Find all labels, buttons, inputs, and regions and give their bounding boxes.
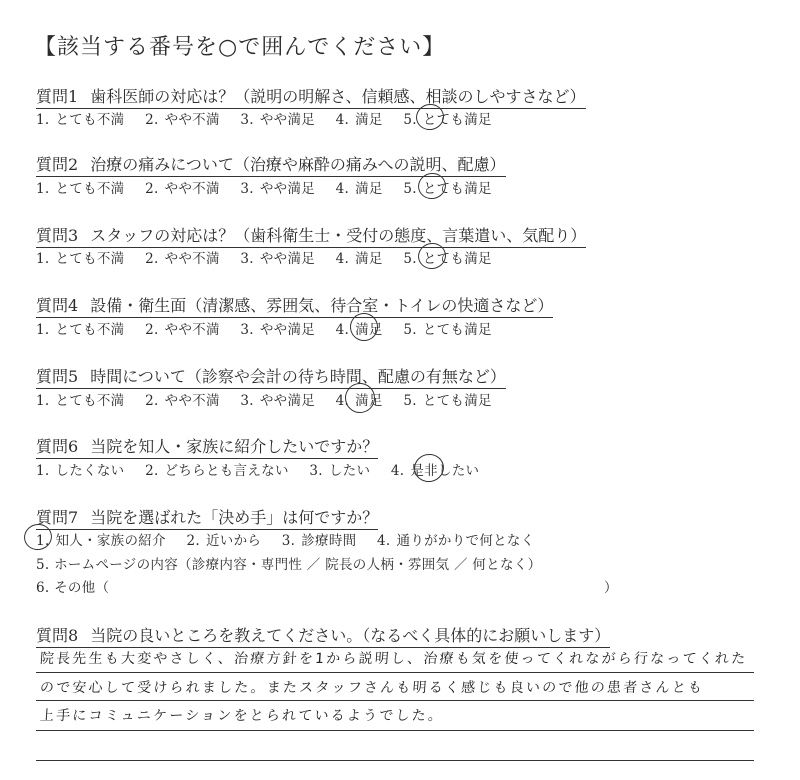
q8-answer-line-2: ので安心して受けられました。またスタッフさんも明るく感じも良いので他の患者さんとも: [39, 680, 705, 696]
question-3: 質問3 スタッフの対応は？（歯科衛生士・受付の態度、言葉遣い、気配り）: [36, 223, 586, 248]
q5-option-5[interactable]: 5. とても満足: [403, 393, 492, 409]
q7-option-1[interactable]: 1. 知人・家族の紹介: [36, 533, 166, 549]
q3-option-4[interactable]: 4. 満足: [335, 251, 383, 267]
q4-option-1[interactable]: 1. とても不満: [36, 322, 125, 338]
q5-option-4[interactable]: 4. 満足: [335, 393, 383, 409]
question-8: 質問8 当院の良いところを教えてください。（なるべく具体的にお願いします）: [36, 623, 610, 648]
q6-option-4[interactable]: 4. 是非したい: [390, 463, 480, 479]
q7-option-6-close-paren: ）: [604, 580, 618, 596]
answer-rule-1: [36, 672, 754, 673]
q3-option-3[interactable]: 3. やや満足: [240, 251, 316, 267]
question-1-number: 質問1: [36, 87, 79, 106]
question-2: 質問2 治療の痛みについて（治療や麻酔の痛みへの説明、配慮）: [36, 152, 506, 177]
q7-option-6[interactable]: 6. その他（: [36, 580, 110, 596]
q6-selection-circle: [411, 451, 446, 485]
q5-option-3[interactable]: 3. やや満足: [240, 393, 316, 409]
q3-option-2[interactable]: 2. やや不満: [145, 251, 220, 267]
q8-answer-line-3: 上手にコミュニケーションをとられているようでした。: [39, 708, 445, 724]
form-title: 【該当する番号を○で囲んでください】: [34, 35, 446, 60]
question-1-text: 歯科医師の対応は？（説明の明解さ、信頼感、相談のしやすさなど）: [90, 87, 586, 106]
q1-option-2[interactable]: 2. やや不満: [145, 112, 220, 128]
q2-option-4[interactable]: 4. 満足: [335, 181, 383, 197]
q4-option-4[interactable]: 4. 満足: [335, 322, 383, 338]
answer-rule-4: [36, 760, 754, 761]
q1-option-5[interactable]: 5. とても満足: [403, 112, 492, 128]
question-6: 質問6 当院を知人・家族に紹介したいですか？: [36, 434, 378, 459]
q1-option-3[interactable]: 3. やや満足: [240, 112, 316, 128]
q2-option-2[interactable]: 2. やや不満: [145, 181, 220, 197]
q7-option-5[interactable]: 5. ホームページの内容（診療内容・専門性 ／ 院長の人柄・雰囲気 ／ 何となく）: [36, 557, 542, 573]
question-5: 質問5 時間について（診察や会計の待ち時間、配慮の有無など）: [36, 364, 506, 389]
q3-option-1[interactable]: 1. とても不満: [36, 251, 125, 267]
question-5-options: [36, 389, 508, 409]
q1-option-1[interactable]: 1. とても不満: [36, 112, 125, 128]
question-4-options: [36, 318, 508, 338]
q6-option-3[interactable]: 3. したい: [309, 463, 371, 479]
answer-rule-3: [36, 730, 754, 731]
q2-option-3[interactable]: 3. やや満足: [240, 181, 316, 197]
q1-option-4[interactable]: 4. 満足: [335, 112, 383, 128]
q4-option-5[interactable]: 5. とても満足: [403, 322, 492, 338]
q2-option-1[interactable]: 1. とても不満: [36, 181, 125, 197]
q7-option-2[interactable]: 2. 近いから: [186, 533, 262, 549]
q5-option-2[interactable]: 2. やや不満: [145, 393, 220, 409]
question-4: 質問4 設備・衛生面（清潔感、雰囲気、待合室・トイレの快適さなど）: [36, 293, 553, 318]
q8-answer-line-1: 院長先生も大変やさしく、治療方針を1から説明し、治療も気を使ってくれながら行なってくれた: [39, 651, 748, 667]
q2-option-5[interactable]: 5. とても満足: [403, 181, 492, 197]
q7-option-3[interactable]: 3. 診療時間: [281, 533, 357, 549]
q3-option-5[interactable]: 5. とても満足: [403, 251, 492, 267]
question-1: [36, 84, 586, 109]
q7-option-4[interactable]: 4. 通りがかりで何となく: [377, 533, 535, 549]
question-7: 質問7 当院を選ばれた「決め手」は何ですか？: [36, 505, 378, 530]
question-7-options-row-1: [36, 529, 551, 549]
answer-rule-2: [36, 700, 754, 701]
q5-option-1[interactable]: 1. とても不満: [36, 393, 125, 409]
q6-option-2[interactable]: 2. どちらとも言えない: [145, 463, 289, 479]
q4-option-3[interactable]: 3. やや満足: [240, 322, 316, 338]
q4-option-2[interactable]: 2. やや不満: [145, 322, 220, 338]
q6-option-1[interactable]: 1. したくない: [36, 463, 125, 479]
